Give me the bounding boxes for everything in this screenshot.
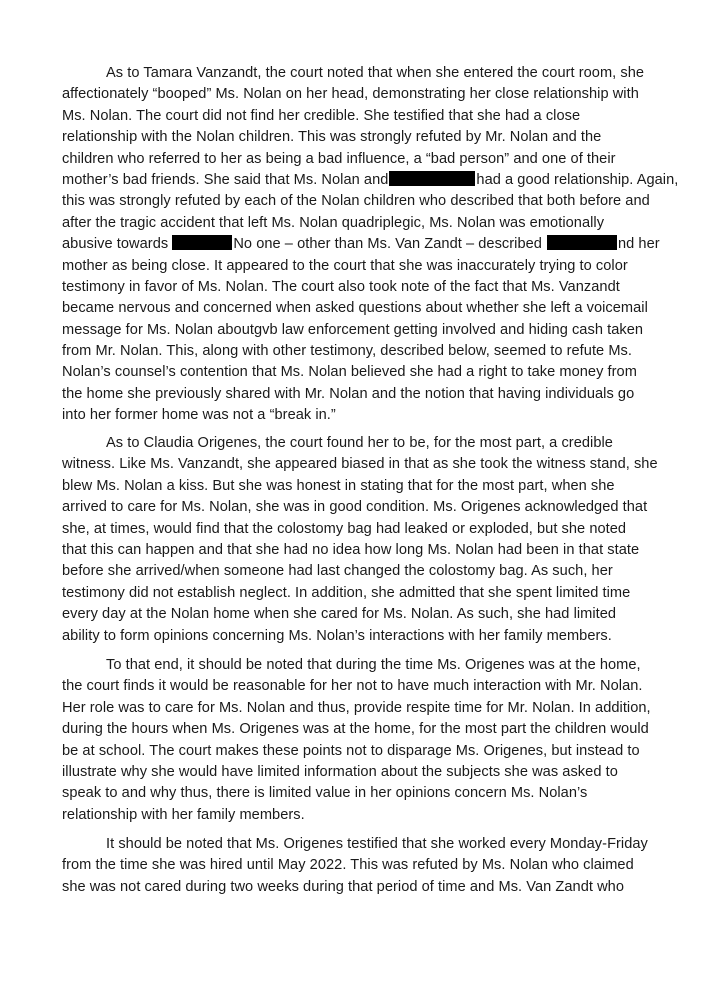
text-line: relationship with the Nolan children. This was strongly refuted by Mr. Nolan and the — [62, 129, 602, 146]
text-segment: abusive towards — [62, 236, 169, 253]
text-line-with-redaction — [62, 234, 690, 255]
text-line: after the tragic accident that left Ms. Nolan quadriplegic, Ms. Nolan was emotionally — [62, 214, 605, 231]
text-line: be at school. The court makes these points not to disparage Ms. Origenes, but instead to — [62, 742, 640, 759]
text-line: from the time she was hired until May 2022. This was refuted by Ms. Nolan who claimed — [62, 857, 634, 874]
text-line: every day at the Nolan home when she cared for Ms. Nolan. As such, she had limited — [62, 606, 617, 623]
text-line: To that end, it should be noted that during the time Ms. Origenes was at the home, — [106, 657, 641, 673]
text-line: she was not cared during two weeks during that period of time and Ms. Van Zandt who — [62, 878, 624, 895]
text-line: into her former home was not a “break in.” — [62, 407, 336, 424]
text-line: Her role was to care for Ms. Nolan and thus, provide respite time for Mr. Nolan. In addition, — [62, 699, 651, 716]
text-line: before she arrived/when someone had last changed the colostomy bag. As such, her — [62, 563, 613, 580]
text-line: Nolan’s counsel’s contention that Ms. Nolan believed she had a right to take money from — [62, 364, 637, 381]
text-line: message for Ms. Nolan aboutgvb law enforcement getting involved and hiding cash taken — [62, 321, 644, 338]
text-line: As to Tamara Vanzandt, the court noted that when she entered the court room, she — [106, 65, 645, 81]
text-line: affectionately “booped” Ms. Nolan on her head, demonstrating her close relationship with — [62, 86, 639, 103]
redaction-block — [172, 235, 232, 250]
text-line: the court finds it would be reasonable for her not to have much interaction with Mr. Nolan. — [62, 678, 643, 695]
text-segment: had a good relationship. Again, — [476, 171, 679, 188]
paragraph-to-that-end — [62, 655, 690, 826]
text-line: witness. Like Ms. Vanzandt, she appeared biased in that as she took the witness stand, she — [62, 456, 658, 473]
paragraph-claudia-origenes — [62, 433, 690, 647]
text-line: from Mr. Nolan. This, along with other testimony, described below, seemed to refute Ms. — [62, 343, 632, 360]
redaction-block — [547, 235, 617, 250]
text-line: during the hours when Ms. Origenes was at the home, for the most part the children would — [62, 721, 649, 738]
text-line: testimony did not establish neglect. In addition, she admitted that she spent limited time — [62, 584, 631, 601]
text-line: children who referred to her as being a bad influence, a “bad person” and one of their — [62, 150, 616, 167]
text-line: that this can happen and that she had no idea how long Ms. Nolan had been in that state — [62, 541, 640, 558]
paragraph-tamara-vanzandt — [62, 63, 690, 427]
text-line: the home she previously shared with Mr. Nolan and the notion that having individuals go — [62, 385, 635, 402]
text-line: speak to and why thus, there is limited value in her opinions concern Ms. Nolan’s — [62, 785, 588, 802]
text-segment: nd her — [617, 236, 660, 253]
text-line: became nervous and concerned when asked questions about whether she left a voicemail — [62, 300, 648, 317]
text-line: relationship with her family members. — [62, 806, 305, 823]
text-line: Ms. Nolan. The court did not find her credible. She testified that she had a close — [62, 107, 581, 124]
text-line: mother as being close. It appeared to the court that she was inaccurately trying to color — [62, 257, 628, 274]
text-line: testimony in favor of Ms. Nolan. The court also took note of the fact that Ms. Vanzandt — [62, 278, 620, 295]
text-line: As to Claudia Origenes, the court found her to be, for the most part, a credible — [106, 435, 613, 451]
text-segment: mother’s bad friends. She said that Ms. Nolan and — [62, 171, 389, 188]
text-segment: No one – other than Ms. Van Zandt – described — [233, 236, 542, 253]
redaction-block — [389, 171, 475, 186]
paragraph-monday-friday — [62, 834, 690, 898]
text-line: she, at times, would find that the colostomy bag had leaked or exploded, but she noted — [62, 520, 627, 537]
text-line: illustrate why she would have limited information about the subjects she was asked to — [62, 763, 618, 780]
text-line: blew Ms. Nolan a kiss. But she was honest in stating that for the most part, when she — [62, 477, 615, 494]
text-line: this was strongly refuted by each of the Nolan children who described that both before and — [62, 193, 650, 210]
text-line-with-redaction — [62, 170, 690, 191]
text-line: ability to form opinions concerning Ms. Nolan’s interactions with her family members. — [62, 627, 612, 644]
text-line: arrived to care for Ms. Nolan, she was in good condition. Ms. Origenes acknowledged that — [62, 499, 648, 516]
text-line: It should be noted that Ms. Origenes testified that she worked every Monday-Friday — [106, 836, 648, 852]
